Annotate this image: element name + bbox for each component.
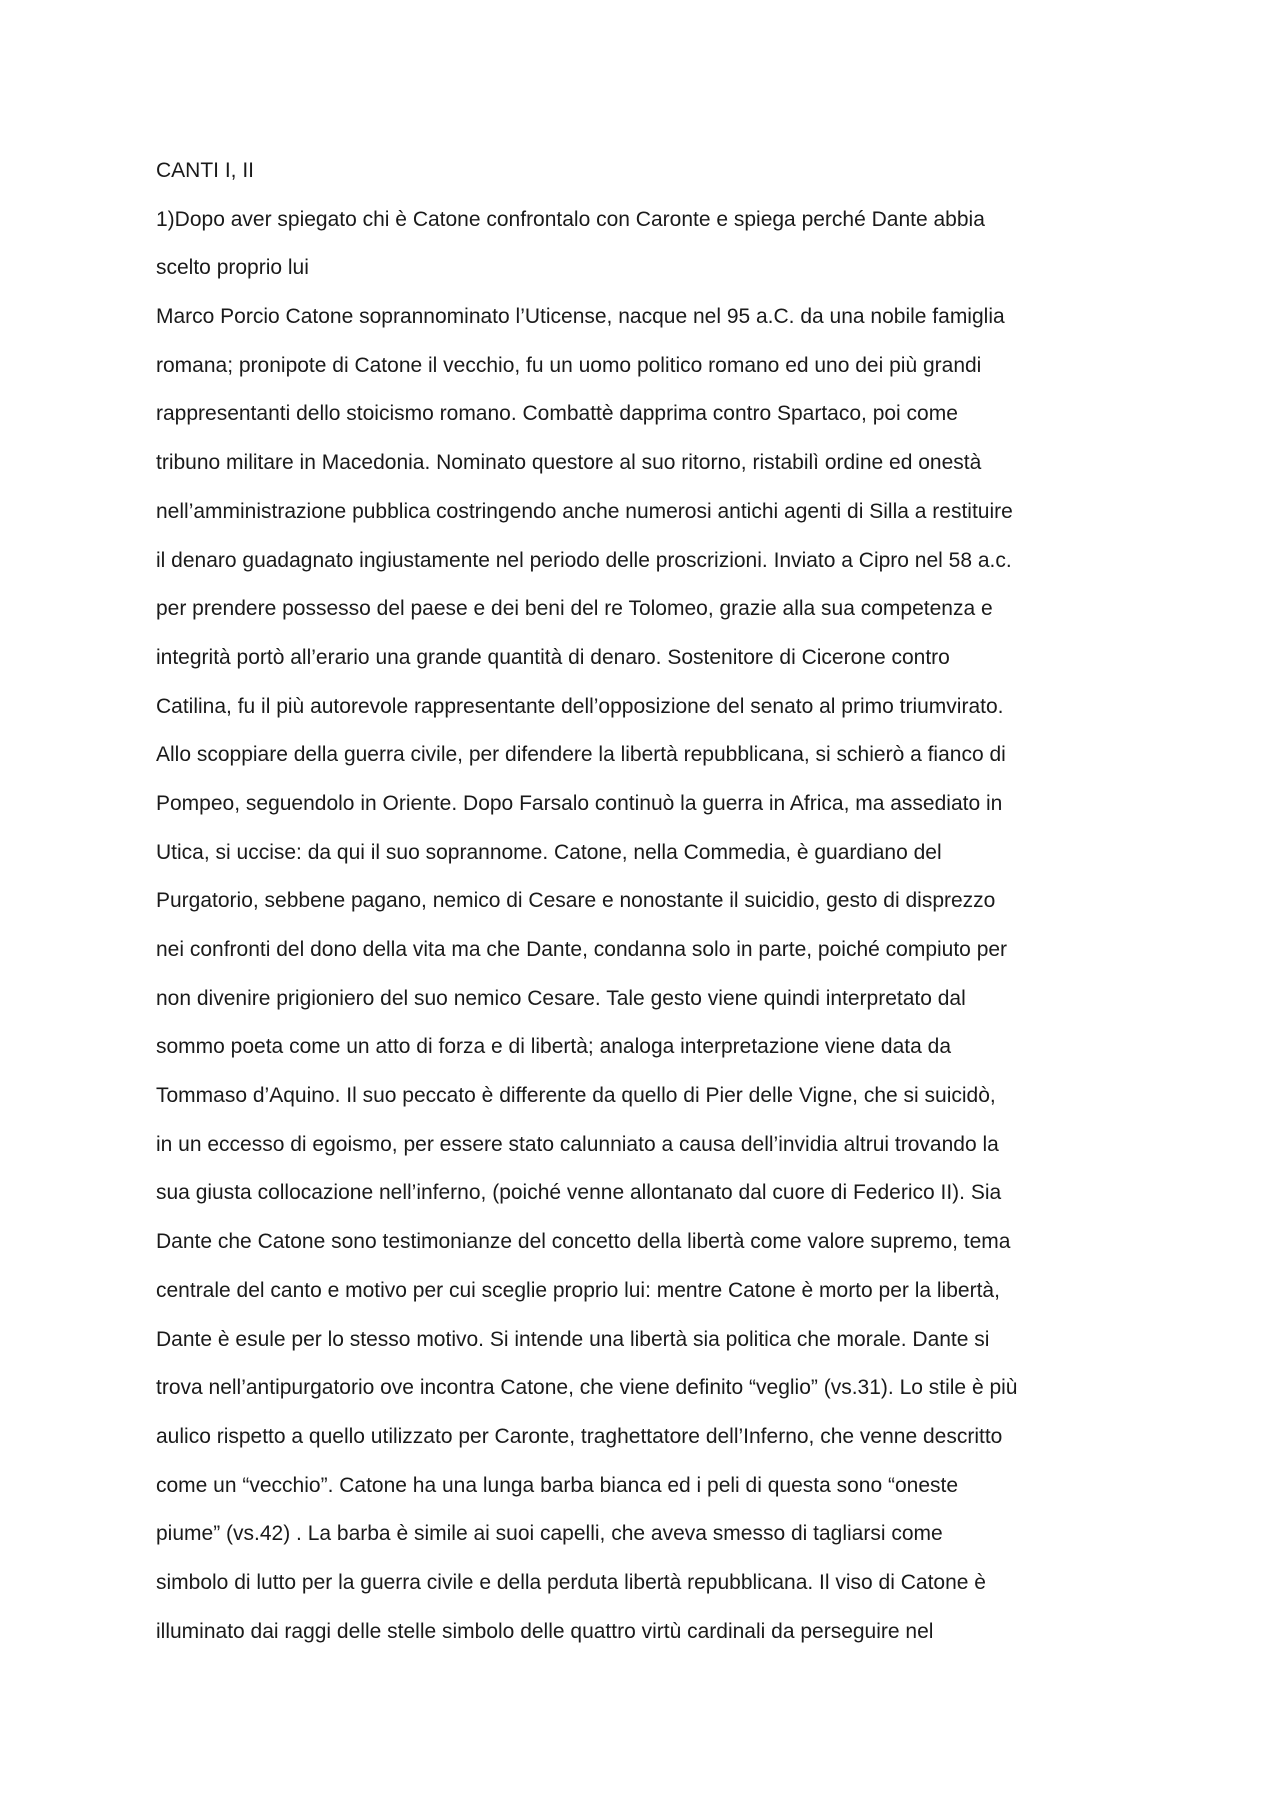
- question-line: 1)Dopo aver spiegato chi è Catone confrontalo con Caronte e spiega perché Dante abbia: [156, 207, 985, 231]
- body-line: Dante è esule per lo stesso motivo. Si intende una libertà sia politica che morale. Dante si: [156, 1327, 990, 1351]
- body-line: Pompeo, seguendolo in Oriente. Dopo Farsalo continuò la guerra in Africa, ma assediato in: [156, 791, 1003, 815]
- body-line: nell’amministrazione pubblica costringendo anche numerosi antichi agenti di Silla a restituire: [156, 499, 1013, 523]
- document-title: CANTI I, II: [156, 159, 255, 182]
- body-line: per prendere possesso del paese e dei beni del re Tolomeo, grazie alla sua competenza e: [156, 597, 993, 621]
- body-line: Allo scoppiare della guerra civile, per difendere la libertà repubblicana, si schierò a fianco di: [156, 743, 1006, 767]
- body-line: simbolo di lutto per la guerra civile e della perduta libertà repubblicana. Il viso di Catone è: [156, 1570, 986, 1594]
- body-line: il denaro guadagnato ingiustamente nel periodo delle proscrizioni. Inviato a Cipro nel 58 a.c.: [156, 548, 1012, 572]
- body-line: Marco Porcio Catone soprannominato l’Uticense, nacque nel 95 a.C. da una nobile famiglia: [156, 305, 1005, 329]
- question-line: scelto proprio lui: [156, 256, 309, 280]
- body-line: rappresentanti dello stoicismo romano. Combattè dapprima contro Spartaco, poi come: [156, 402, 958, 426]
- body-line: trova nell’antipurgatorio ove incontra Catone, che viene definito “veglio” (vs.31). Lo stile è più: [156, 1376, 1018, 1400]
- body-line: sommo poeta come un atto di forza e di libertà; analoga interpretazione viene data da: [156, 1035, 951, 1059]
- body-line: Tommaso d’Aquino. Il suo peccato è differente da quello di Pier delle Vigne, che si suicidò,: [156, 1084, 996, 1108]
- body-line: Utica, si uccise: da qui il suo soprannome. Catone, nella Commedia, è guardiano del: [156, 840, 942, 864]
- body-line: sua giusta collocazione nell’inferno, (poiché venne allontanato dal cuore di Federico II). Sia: [156, 1181, 1002, 1205]
- body-line: Dante che Catone sono testimonianze del concetto della libertà come valore supremo, tema: [156, 1230, 1011, 1254]
- body-line: Purgatorio, sebbene pagano, nemico di Cesare e nonostante il suicidio, gesto di disprezzo: [156, 889, 996, 913]
- body-line: piume” (vs.42) . La barba è simile ai suoi capelli, che aveva smesso di tagliarsi come: [156, 1522, 943, 1546]
- body-line: Catilina, fu il più autorevole rappresentante dell’opposizione del senato al primo triumvirato.: [156, 694, 1004, 718]
- body-line: illuminato dai raggi delle stelle simbolo delle quattro virtù cardinali da perseguire nel: [156, 1619, 934, 1643]
- body-line: tribuno militare in Macedonia. Nominato questore al suo ritorno, ristabilì ordine ed onestà: [156, 451, 982, 475]
- body-line: romana; pronipote di Catone il vecchio, fu un uomo politico romano ed uno dei più grandi: [156, 353, 982, 377]
- body-line: centrale del canto e motivo per cui sceglie proprio lui: mentre Catone è morto per la libertà,: [156, 1278, 1000, 1302]
- body-line: non divenire prigioniero del suo nemico Cesare. Tale gesto viene quindi interpretato dal: [156, 986, 966, 1010]
- document-body: [156, 152, 1156, 1661]
- body-line: aulico rispetto a quello utilizzato per Caronte, traghettatore dell’Inferno, che venne descritto: [156, 1424, 1003, 1448]
- body-line: nei confronti del dono della vita ma che Dante, condanna solo in parte, poiché compiuto per: [156, 938, 1008, 961]
- body-line: in un eccesso di egoismo, per essere stato calunniato a causa dell’invidia altrui trovando la: [156, 1132, 999, 1156]
- body-line: integrità portò all’erario una grande quantità di denaro. Sostenitore di Cicerone contro: [156, 645, 950, 669]
- body-line: come un “vecchio”. Catone ha una lunga barba bianca ed i peli di questa sono “oneste: [156, 1473, 959, 1497]
